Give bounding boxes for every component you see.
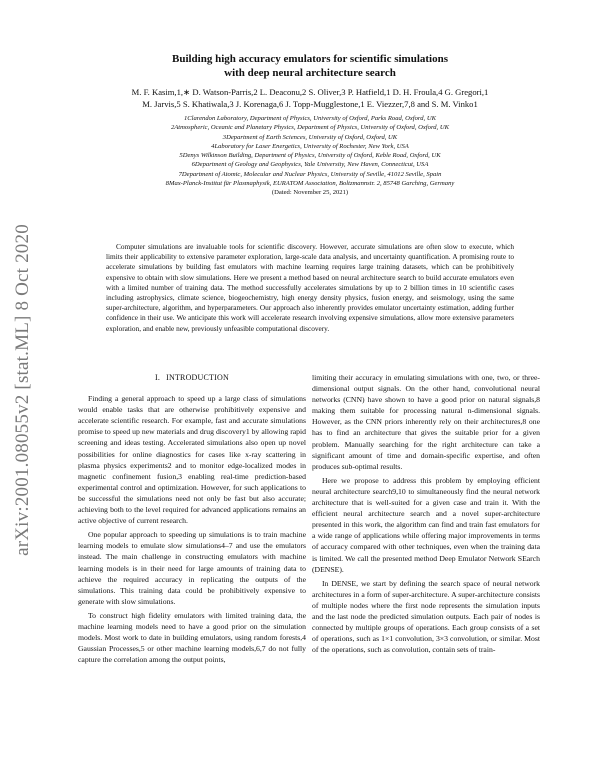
right-column bbox=[312, 372, 540, 658]
affiliation: 5Denys Wilkinson Building, Department of Physics, University of Oxford, Keble Road, Oxford, UK bbox=[179, 152, 441, 160]
affiliation: 2Atmospheric, Oceanic and Planetary Physics, Department of Physics, University of Oxford, Oxford, UK bbox=[170, 124, 450, 132]
author-list bbox=[78, 86, 542, 110]
paragraph: limiting their accuracy in emulating simulations with one, two, or three-dimensional output signals. On the other hand, convolutional neural networks (CNN) have shown to have a good prior on natural signals,8 making them suitable for processing natural n-dimensional signals. However, as the CNN priors inherently rely on their architectures,8 one has to find an architecture that gives the suitable prior for a given problem. Manually searching for the right architecture can take a significant amount of time and domain-specific expertise, and often produces sub-optimal results. bbox=[312, 373, 540, 471]
affiliation: 4Laboratory for Laser Energetics, University of Rochester, New York, USA bbox=[211, 142, 409, 150]
paper-title bbox=[90, 52, 530, 80]
authors-line-1: M. F. Kasim,1,∗ D. Watson-Parris,2 L. Deaconu,2 S. Oliver,3 P. Hatfield,1 D. H. Froula,4 G. Gregori,1 bbox=[131, 87, 489, 97]
paragraph: One popular approach to speeding up simulations is to train machine learning models to emulate slow simulations4–7 and use the emulators instead. The main challenge in constructing emulators with machine learning models is in their need for large amounts of training data to achieve the required accuracy in replicating the outputs of the simulations. This training data could be prohibitively expensive to generate with slow simulations. bbox=[78, 530, 306, 606]
left-column bbox=[78, 372, 306, 668]
section-number: I. bbox=[155, 373, 161, 382]
title-line-2: with deep neural architecture search bbox=[224, 67, 396, 79]
arxiv-identifier: arXiv:2001.08055v2 [stat.ML] 8 Oct 2020 bbox=[12, 224, 33, 556]
affiliation: 8Max-Planck-Institut für Plasmaphysik, EURATOM Association, Boltzmannstr. 2, 85748 Garching, Germany bbox=[165, 180, 455, 188]
abstract: Computer simulations are invaluable tools for scientific discovery. However, accurate simulations are often slow to execute, which limits their applicability to extensive parameter exploration, large-scale data analysis, and uncertainty quantification. A promising route to accelerate simulations by building fast emulators with machine learning requires large training datasets, which can be prohibitively expensive to obtain with slow simulations. Here we present a method based on neural architecture search to build accurate emulators even with a limited number of training data. The method successfully accelerates simulations by up to 2 billion times in 10 scientific cases including astrophysics, climate science, biogeochemistry, high energy density physics, fusion energy, and seismology, using the same super-architecture, algorithm, and hyperparameters. Our approach also inherently provides emulator uncertainty estimation, adding further confidence in their use. We anticipate this work will accelerate research involving expensive simulations, allow more extensive parameters exploration, and enable new, previously unfeasible computational discovery. bbox=[106, 242, 514, 333]
affiliation: 6Department of Geology and Geophysics, Yale University, New Haven, Connecticut, USA bbox=[191, 161, 429, 169]
affiliation-list bbox=[60, 114, 560, 198]
dated-line: (Dated: November 25, 2021) bbox=[271, 189, 349, 197]
paragraph: In DENSE, we start by defining the search space of neural network architectures in a form of super-architecture. A super-architecture consists of multiple nodes where the first node represents the simulation inputs and the last node the predicted simulation outputs. Each pair of nodes is connected by multiple groups of operations. Each group consists of a set of operations, such as 1×1 convolution, 3×3 convolution, or similar. Most of the operations, such as convolution, contain sets of train- bbox=[312, 578, 540, 655]
authors-line-2: M. Jarvis,5 S. Khatiwala,3 J. Korenaga,6 J. Topp-Mugglestone,1 E. Viezzer,7,8 and S. M. Vinko1 bbox=[142, 99, 478, 109]
affiliation: 1Clarendon Laboratory, Department of Physics, University of Oxford, Parks Road, Oxford, UK bbox=[183, 115, 436, 122]
section-title: INTRODUCTION bbox=[166, 373, 229, 382]
paragraph: Here we propose to address this problem by employing efficient neural architecture search9,10 to simultaneously find the neural network architecture that is well-suited for a given case and train it. With the efficient neural architecture search and a novel super-architecture presented in this work, the algorithm can find and train fast emulators for a wide range of applications while offering major improvements in terms of accuracy compared with other techniques, even when the training data is limited. We call the presented method Deep Emulator Network SEarch (DENSE). bbox=[312, 475, 540, 574]
arxiv-identifier-sidebar bbox=[8, 210, 38, 570]
paragraph: To construct high fidelity emulators with limited training data, the machine learning models need to have a good prior on the simulation models. Most work to date in building emulators, using random forests,4 Gaussian Processes,5 or other machine learning models,6,7 do not fully capture the correlation among the output points, bbox=[78, 610, 306, 665]
affiliation: 7Department of Atomic, Molecular and Nuclear Physics, University of Seville, 41012 Seville, Spain bbox=[178, 170, 442, 178]
affiliation: 3Department of Earth Sciences, University of Oxford, Oxford, UK bbox=[222, 133, 398, 141]
title-line-1: Building high accuracy emulators for scientific simulations bbox=[171, 53, 449, 65]
paragraph: Finding a general approach to speed up a large class of simulations would enable tasks that are otherwise prohibitively expensive and accelerate scientific research. For example, fast and accurate simulations promise to speed up new materials and drug discovery1 by allowing rapid screening and ideas testing. Accelerated simulations also open up novel possibilities for online diagnostics for cases like x-ray scattering in plasma physics experiments2 and to monitor edge-localized modes in magnetic confinement fusion,3 enabling real-time prediction-based experimental control and optimization. However, for such applications to be successful the simulations need not only be fast but also accurate; achieving both to the level required for advanced applications remains an active objective of current research. bbox=[78, 394, 306, 526]
section-heading bbox=[78, 372, 306, 383]
